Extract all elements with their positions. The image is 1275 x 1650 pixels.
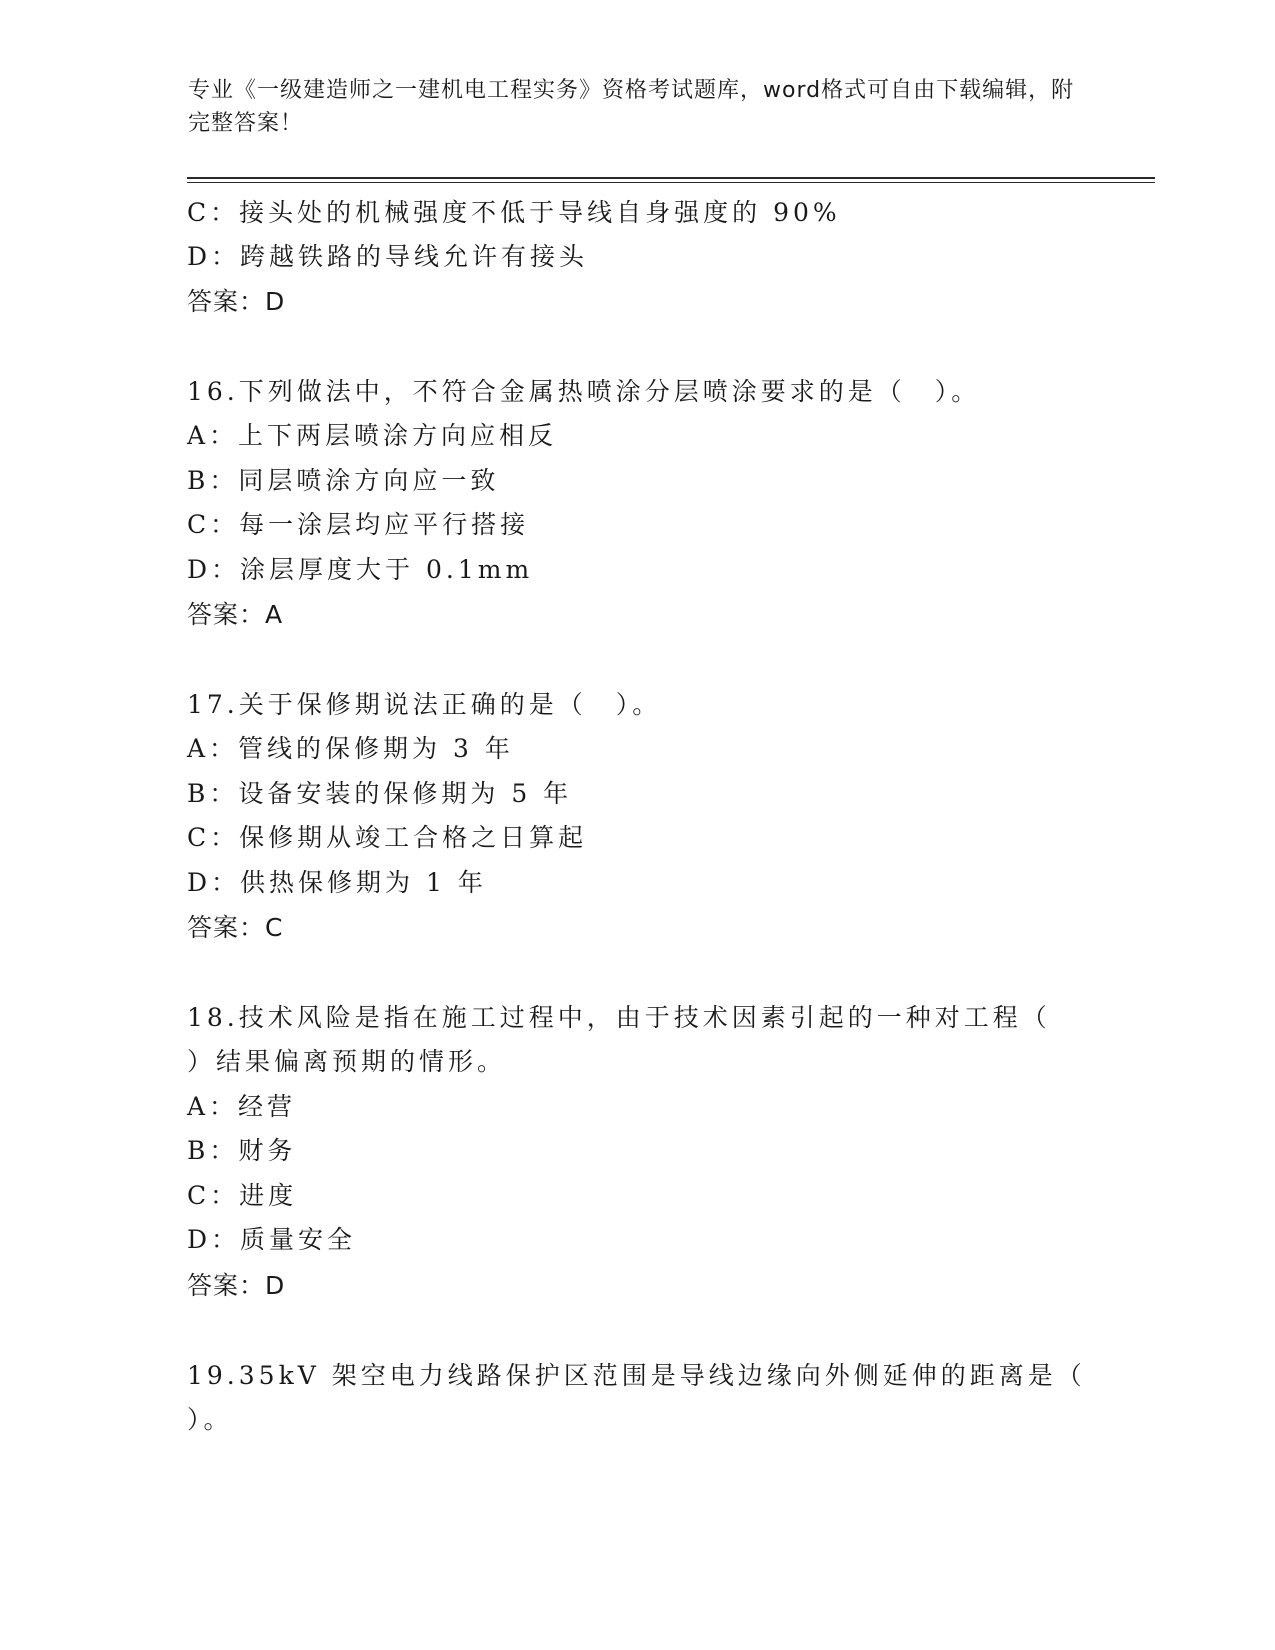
q19-stem-line2: ）。 — [187, 1405, 233, 1434]
document-header: 专业《一级建造师之一建机电工程实务》资格考试题库，word格式可自由下载编辑，附完整答案！ — [188, 78, 1075, 136]
q17-stem: 17.关于保修期说法正确的是（ ）。 — [187, 690, 662, 719]
q18-stem-line2: ）结果偏离预期的情形。 — [187, 1047, 507, 1076]
q17-option-c: C：保修期从竣工合格之日算起 — [187, 823, 588, 852]
q18-stem-line1: 18.技术风险是指在施工过程中，由于技术因素引起的一种对工程（ — [187, 1003, 1051, 1032]
q16-stem: 16.下列做法中，不符合金属热喷涂分层喷涂要求的是（ ）。 — [187, 377, 981, 406]
q16-option-a: A：上下两层喷涂方向应相反 — [187, 421, 558, 450]
q15-answer: 答案：D — [187, 287, 286, 316]
q18-option-c: C：进度 — [187, 1181, 298, 1210]
q15-option-c: C：接头处的机械强度不低于导线自身强度的 90% — [187, 198, 841, 227]
q17-option-b: B：设备安装的保修期为 5 年 — [187, 779, 573, 808]
q17-option-d: D：供热保修期为 1 年 — [187, 868, 487, 897]
q18-option-d: D：质量安全 — [187, 1225, 357, 1254]
q16-option-d: D：涂层厚度大于 0.1mm — [187, 555, 534, 584]
header-rule-thick — [187, 177, 1155, 179]
q16-answer: 答案：A — [187, 600, 284, 629]
q16-option-b: B：同层喷涂方向应一致 — [187, 466, 500, 495]
q17-answer: 答案：C — [187, 913, 284, 942]
q18-option-b: B：财务 — [187, 1136, 297, 1165]
q15-option-d: D：跨越铁路的导线允许有接头 — [187, 242, 589, 271]
q19-stem-line1: 19.35kV 架空电力线路保护区范围是导线边缘向外侧延伸的距离是（ — [187, 1361, 1086, 1390]
q16-option-c: C：每一涂层均应平行搭接 — [187, 510, 530, 539]
q18-answer: 答案：D — [187, 1271, 286, 1300]
header-rule-thin — [187, 182, 1155, 183]
q18-option-a: A：经营 — [187, 1092, 297, 1121]
q17-option-a: A：管线的保修期为 3 年 — [187, 734, 514, 763]
